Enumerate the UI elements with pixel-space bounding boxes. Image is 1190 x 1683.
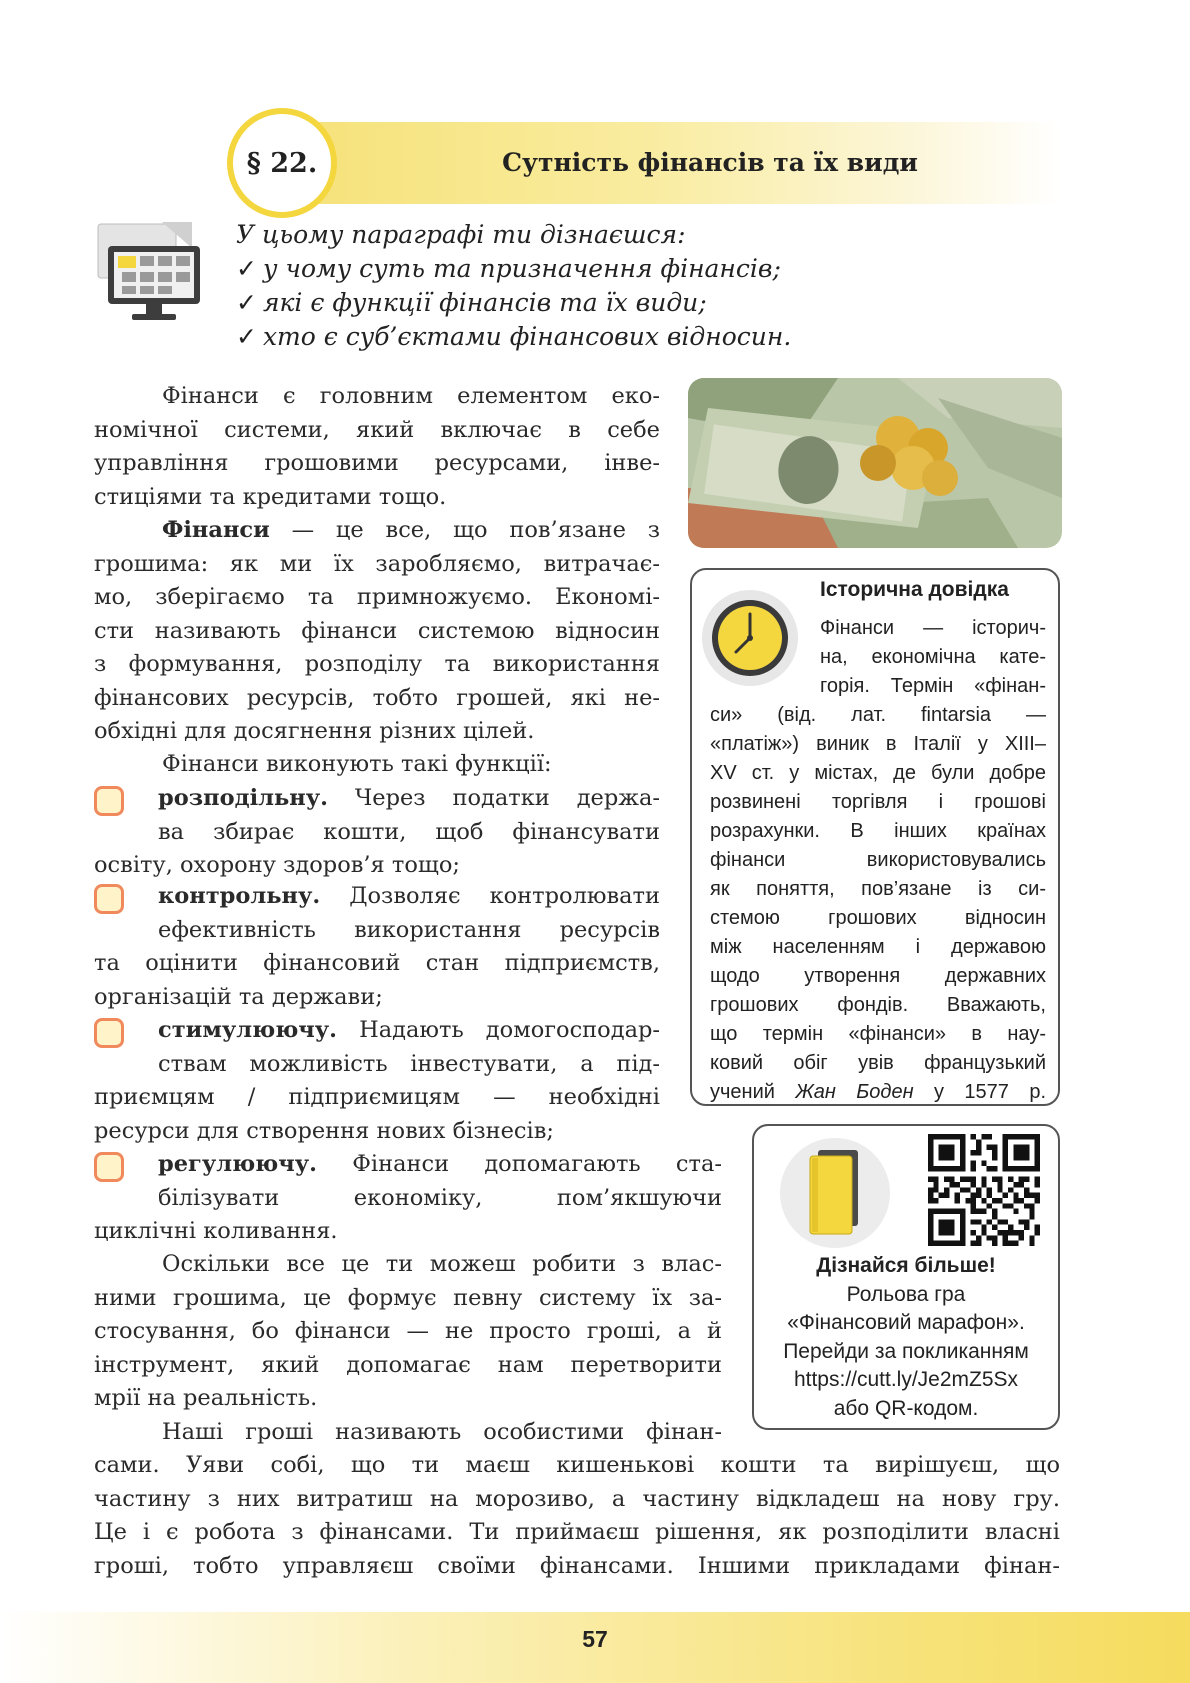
paragraph-5: сами. Уяви собі, що ти маєш кишенькові кошти та вирішуєш, що частину з них витратиш на морозиво, а частину відкладеш на нову гру. Це і є робота з фінансами. Ти приймаєш рішення, як розподілити власні гроші, тобто управляєш своїми фінансами. Іншими прикладами фінан- <box>94 1452 1060 1579</box>
page-title: Сутність фінансів та їх види <box>502 148 918 177</box>
intro-lead: У цьому параграфі ти дізнаєшся: <box>236 220 686 249</box>
paragraph-3: Фінанси виконують такі функції: <box>162 751 552 777</box>
function-stimulating: стимулюючу. Надають домогосподар- ствам можливість інвестувати, а під- приємцям / підприємицям — необхідні ресурси для створення нових бізнесів; <box>94 1017 660 1144</box>
clock-icon <box>700 588 800 688</box>
page-number: 57 <box>582 1626 608 1652</box>
paragraph-4: Оскільки все це ти можеш робити з влас- ними грошима, це формує певну систему їх за- стосування, бо фінанси — не просто гроші, а й інструмент, який допомагає нам перетворити мрії на реальність. <box>94 1251 722 1411</box>
historical-note-text-top: Фінанси — історич- на, економічна кате- горія. Термін «фінан- <box>820 617 1046 697</box>
paragraph-5-first-line: Наші гроші називають особистими фінан- <box>162 1419 722 1445</box>
learn-more-link[interactable]: https://cutt.ly/Je2mZ5Sx <box>793 1368 1019 1391</box>
author-name: Жан Боден <box>795 1081 914 1103</box>
check-mark: ✓ <box>236 254 257 283</box>
function-control: контрольну. Дозволяє контролювати ефективність використання ресурсів та оцінити фінансовий стан підприємств, організацій та держави; <box>94 883 660 1010</box>
paragraph-1: Фінанси є головним елементом еко- номічної системи, який включає в себе управління грошовими ресурсами, інве- стиціями та кредитами тощо. <box>94 383 660 510</box>
paragraph-2: Фінанси — це все, що пов’язане з грошима: як ми їх заробляємо, витрачає- мо, зберігаємо та примножуємо. Економі- сти називають фінанси системою відносин з формування, розподілу та використання фінансових ресурсів, тобто грошей, які не- обхідні для досягнення різних цілей. <box>94 517 660 744</box>
check-mark: ✓ <box>236 322 257 351</box>
intro-item: ✓ у чому суть та призначення фінансів; <box>236 254 781 283</box>
intro-block <box>236 218 791 354</box>
historical-note-text: си» (від. лат. fintarsia — «платіж») виник в Італії у XIII– XV ст. у містах, де були добре розвинені торгівля і грошові розрахунки. В інших країнах фінанси використовувались як поняття, пов’язане із си- стемою грошових відносин між населенням і державою щодо утворення державних грошових фондів. Вважають, що термін «фінанси» в нау- ковий обіг увів французький учений Жан Боден у 1577 р. <box>710 704 1046 1103</box>
function-distributive: розподільну. Через податки держа- ва збирає кошти, щоб фінансувати освіту, охорону здоров’я тощо; <box>94 785 660 878</box>
term-finance: Фінанси <box>162 517 270 543</box>
check-mark: ✓ <box>236 288 257 317</box>
function-regulating: регулюючу. Фінанси допомагають ста- білізувати економіку, пом’якшуючи циклічні коливання. <box>94 1151 722 1244</box>
monitor-icon <box>92 222 204 326</box>
qr-code-icon[interactable] <box>928 1134 1040 1246</box>
intro-item: ✓ хто є суб’єктами фінансових відносин. <box>236 322 792 351</box>
learn-more-text: Дізнайся більше! Рольова гра «Фінансовий марафон». Перейди за покликанням https://cutt.ly/Je2mZ5Sx або QR-кодом. <box>762 1252 1050 1423</box>
paragraph-number: § 22. <box>227 108 337 218</box>
learn-more-title: Дізнайся більше! <box>816 1254 996 1277</box>
money-photo <box>688 378 1062 548</box>
book-icon <box>782 1136 888 1248</box>
historical-note-title: Історична довідка <box>820 578 1009 601</box>
intro-item: ✓ які є функції фінансів та їх види; <box>236 288 707 317</box>
